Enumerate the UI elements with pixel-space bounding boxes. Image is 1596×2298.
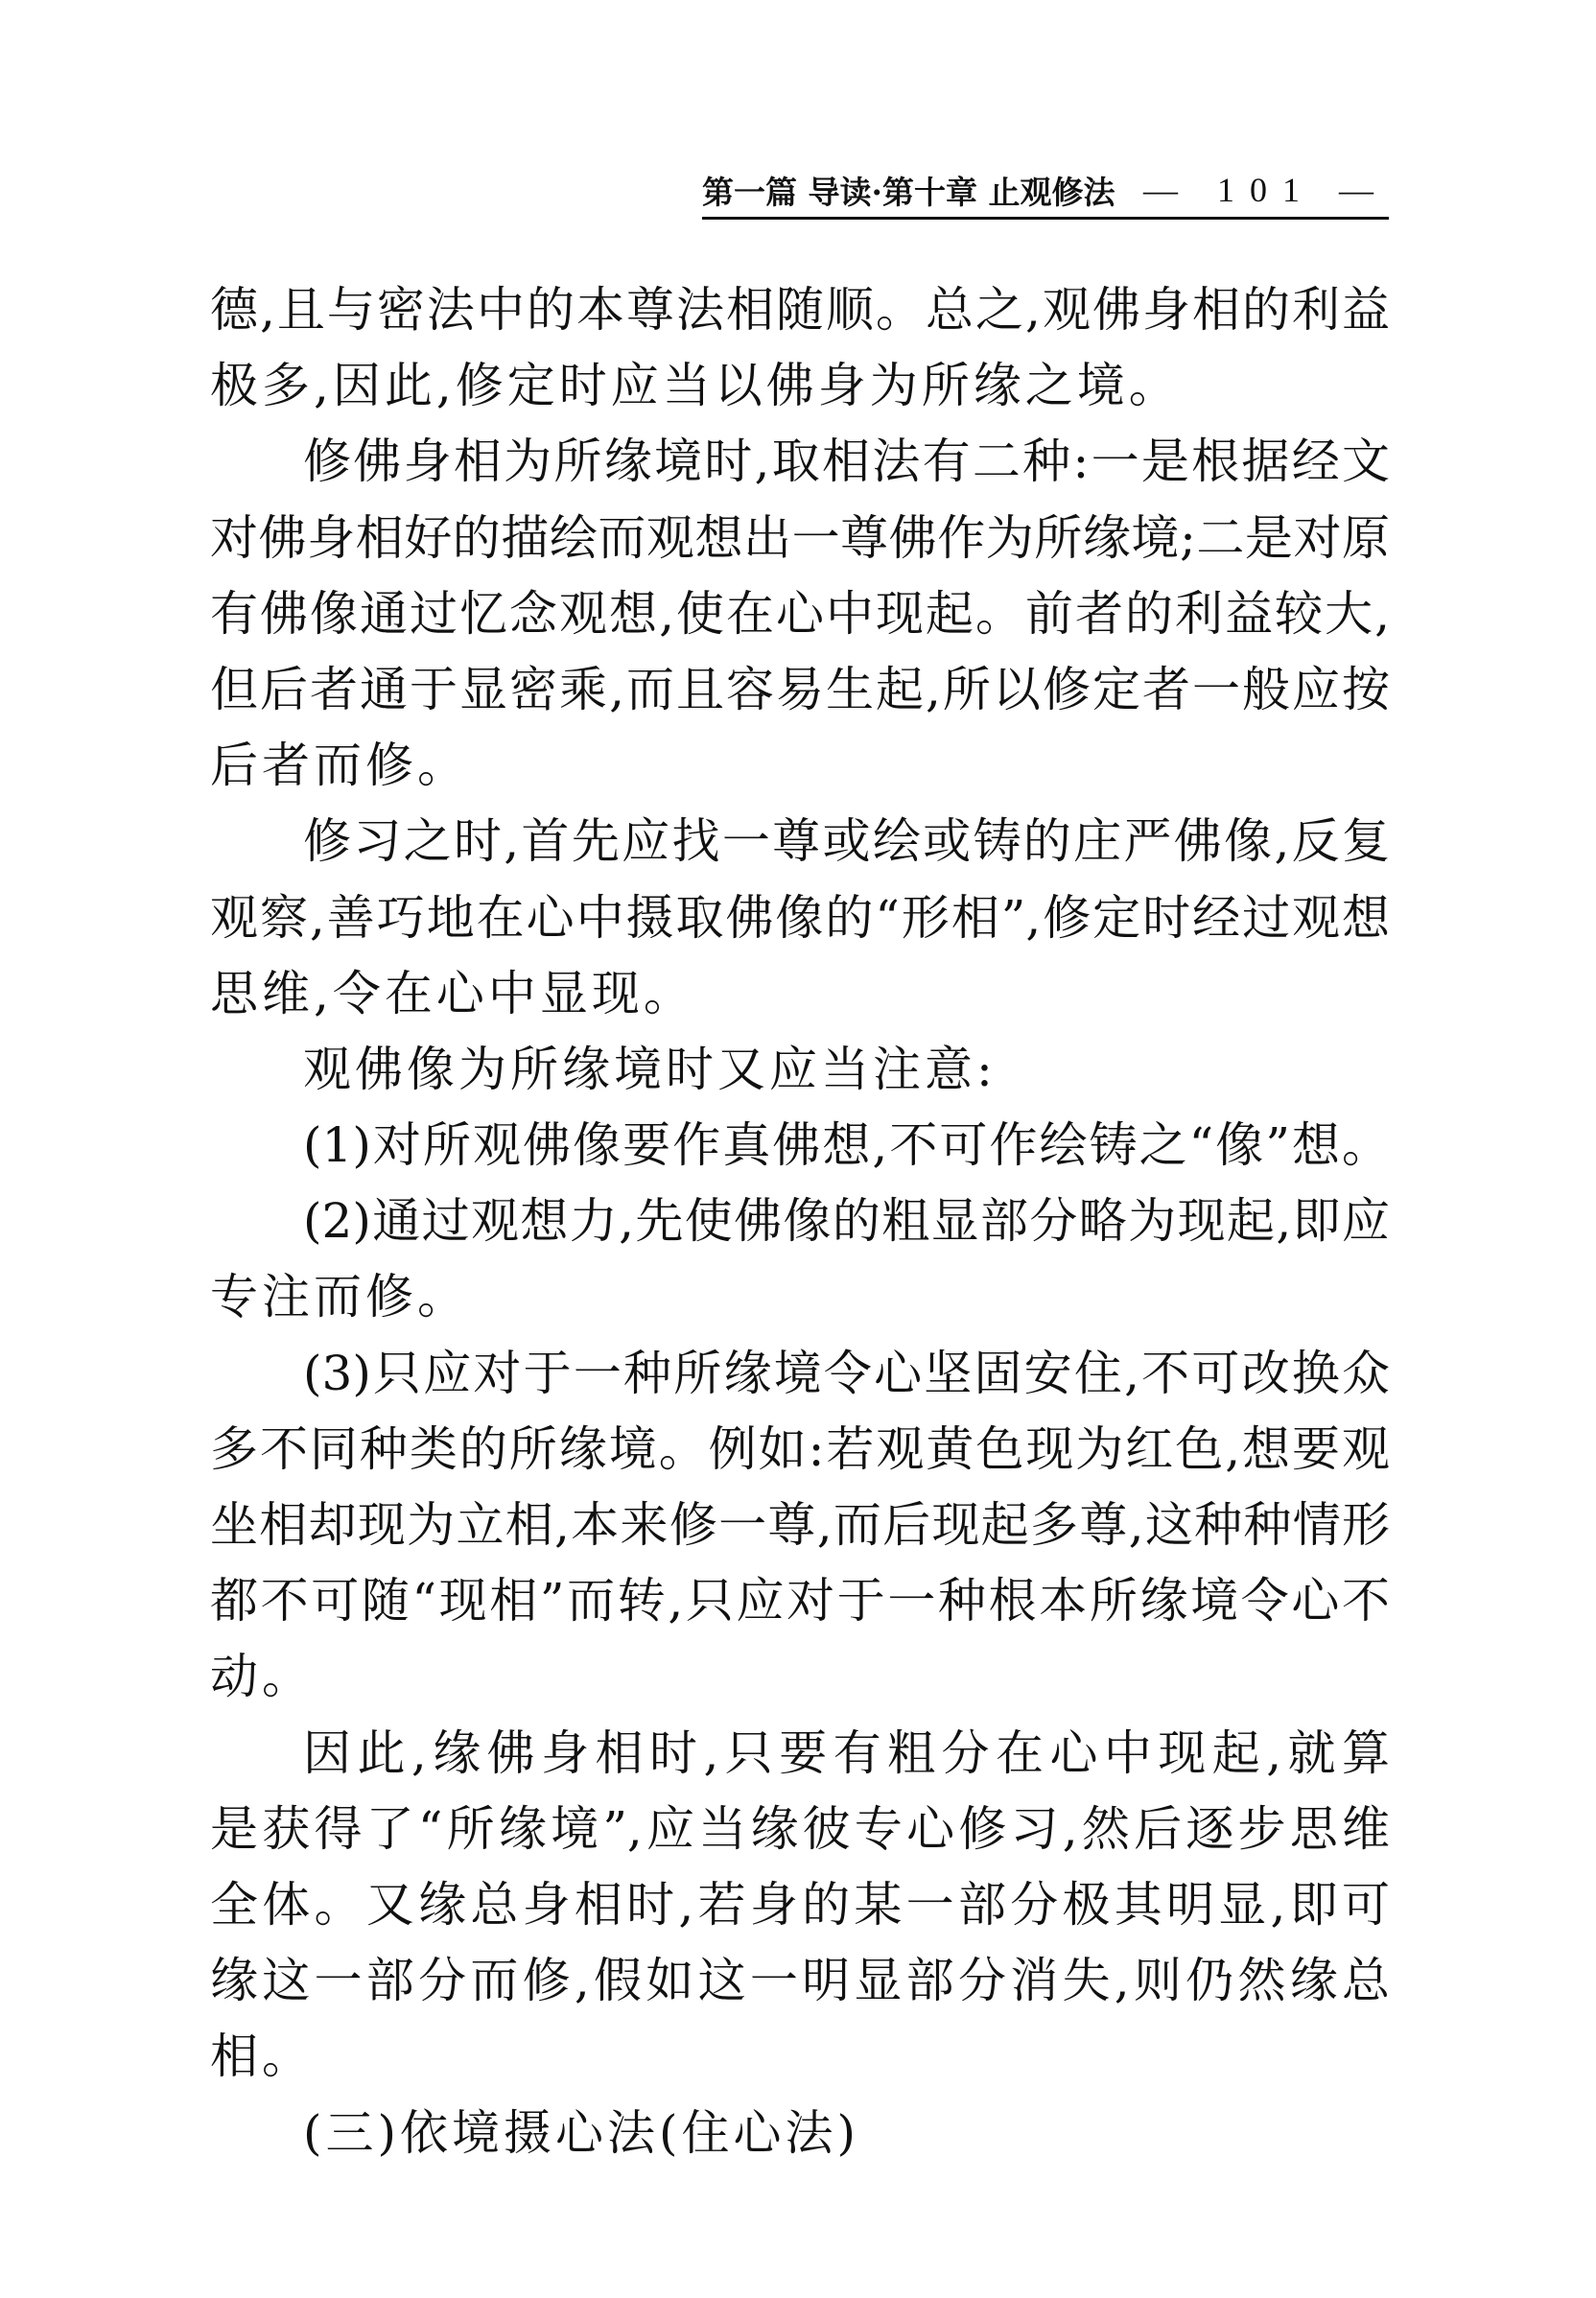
text-line: (三)依境摄心法(住心法): [303, 2104, 860, 2161]
text-line: (2)通过观想力,先使佛像的粗显部分略为现起,即应: [303, 1193, 1390, 1250]
header-rule: [702, 217, 1389, 220]
text-line: 极多,因此,修定时应当以佛身为所缘之境。: [210, 358, 1181, 414]
text-line: 动。: [210, 1649, 314, 1705]
text-line: 全体。又缘总身相时,若身的某一部分极其明显,即可: [210, 1876, 1390, 1933]
body-text: [210, 272, 1390, 2171]
text-line: 思维,令在心中显现。: [210, 965, 695, 1021]
page-number: — 101 —: [1143, 171, 1389, 209]
text-line: 修佛身相为所缘境时,取相法有二种:一是根据经文: [303, 434, 1390, 490]
text-line: 修习之时,首先应找一尊或绘或铸的庄严佛像,反复: [303, 813, 1390, 870]
text-line: 缘这一部分而修,假如这一明显部分消失,则仍然缘总: [210, 1953, 1390, 2009]
text-line: 观察,善巧地在心中摄取佛像的“形相”,修定时经过观想: [210, 889, 1390, 946]
text-line: 专注而修。: [210, 1269, 469, 1325]
text-line: 德,且与密法中的本尊法相随顺。总之,观佛身相的利益: [210, 282, 1390, 338]
running-title: 第一篇 导读·第十章 止观修法: [702, 173, 1115, 211]
text-line: 坐相却现为立相,本来修一尊,而后现起多尊,这种种情形: [210, 1497, 1390, 1553]
text-line: 是获得了“所缘境”,应当缘彼专心修习,然后逐步思维: [210, 1800, 1390, 1857]
text-line: (3)只应对于一种所缘境令心坚固安住,不可改换众: [303, 1345, 1390, 1401]
text-line: 有佛像通过忆念观想,使在心中现起。前者的利益较大,: [210, 585, 1390, 642]
text-line: 因此,缘佛身相时,只要有粗分在心中现起,就算: [303, 1724, 1390, 1781]
text-line: 都不可随“现相”而转,只应对于一种根本所缘境令心不: [210, 1573, 1390, 1630]
text-line: 相。: [210, 2028, 314, 2085]
text-line: 对佛身相好的描绘而观想出一尊佛作为所缘境;二是对原: [210, 509, 1390, 566]
text-line: 多不同种类的所缘境。例如:若观黄色现为红色,想要观: [210, 1420, 1390, 1477]
running-header: [702, 165, 1389, 215]
text-line: 后者而修。: [210, 738, 469, 794]
text-line: 但后者通于显密乘,而且容易生起,所以修定者一般应按: [210, 661, 1390, 717]
text-line: (1)对所观佛像要作真佛想,不可作绘铸之“像”想。: [303, 1117, 1390, 1174]
text-line: 观佛像为所缘境时又应当注意:: [303, 1041, 997, 1097]
